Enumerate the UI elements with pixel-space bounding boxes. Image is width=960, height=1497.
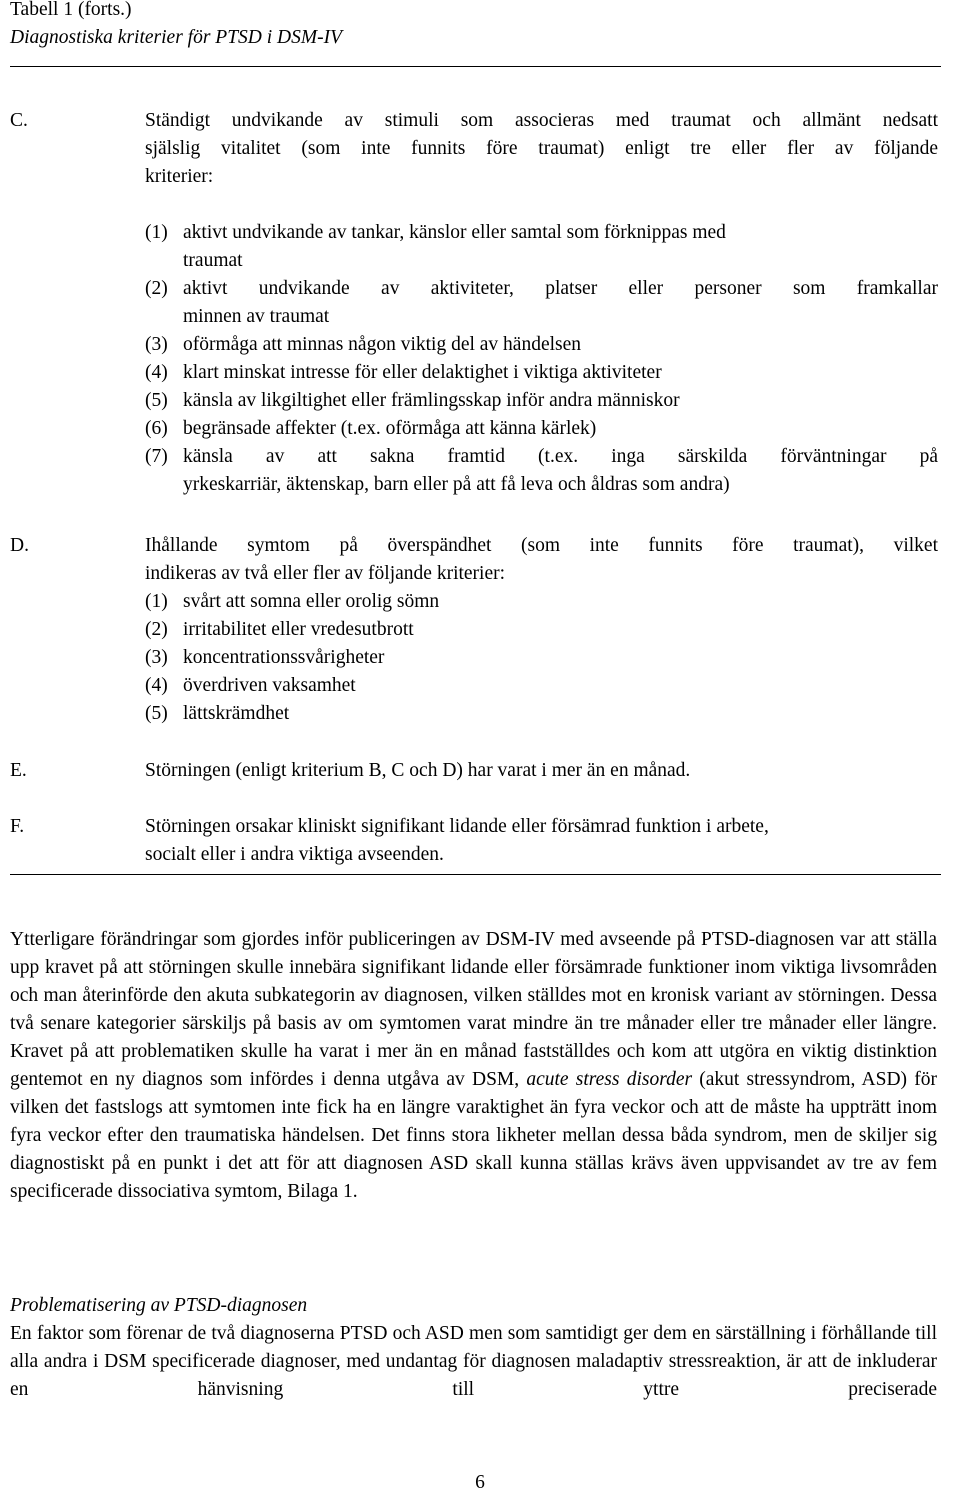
criterion-d-intro-line: Ihållande symtom på överspändhet (som inte funnits före traumat), vilket: [145, 535, 938, 556]
item-number: (1): [145, 222, 168, 243]
criterion-c-item-3: [145, 331, 581, 359]
criterion-c-intro-line: själslig vitalitet (som inte funnits före traumat) enligt tre eller fler av följande: [145, 138, 938, 159]
criterion-c-letter: C.: [10, 110, 28, 131]
criterion-c-item-6: [145, 415, 596, 443]
table-label: Tabell 1 (forts.): [10, 0, 132, 20]
paragraph-text: Ytterligare förändringar som gjordes inför publiceringen av DSM-IV med avseende på PTSD-diagnosen var att ställa upp kravet på att störningen skulle innebära signifikant lidande eller försämrade funktioner inom viktiga livsområden och man återinförde den akuta subkategorin av diagnosen, vilken ställdes mot en kronisk variant av störningen. Dessa två senare kategorier särskiljs på basis av om symtomen varat mindre än tre månader eller tre månader eller längre. Kravet på att problematiken skulle ha varat i mer än en månad fastställdes och kom att utgöra en viktig distinktion gentemot en ny diagnos som infördes i denna utgåva av DSM,: [10, 929, 937, 1090]
item-number: (4): [145, 362, 168, 383]
item-text-continued: traumat: [183, 250, 243, 271]
criterion-c-intro-line: Ständigt undvikande av stimuli som associeras med traumat och allmänt nedsatt: [145, 110, 938, 131]
table-bottom-rule: [10, 874, 941, 875]
criterion-d-item-2: [145, 616, 414, 644]
body-paragraph: [10, 926, 937, 1206]
criterion-d-letter: D.: [10, 535, 29, 556]
item-text: klart minskat intresse för eller delaktighet i viktiga aktiviteter: [183, 362, 662, 383]
item-text: aktivt undvikande av tankar, känslor eller samtal som förknippas med: [183, 222, 726, 243]
criterion-d-item-5: [145, 700, 289, 728]
section-heading: Problematisering av PTSD-diagnosen: [10, 1295, 308, 1316]
criterion-c-item-7: [145, 443, 938, 471]
item-text: aktivt undvikande av aktiviteter, platser eller personer som framkallar: [183, 278, 938, 299]
item-text: oförmåga att minnas någon viktig del av händelsen: [183, 334, 582, 355]
criterion-d-item-1: [145, 588, 439, 616]
item-text: känsla av att sakna framtid (t.ex. inga särskilda förväntningar på: [183, 446, 938, 467]
page-number: 6: [475, 1472, 485, 1493]
criterion-d-intro-line: indikeras av två eller fler av följande kriterier:: [145, 563, 506, 584]
criterion-f-letter: F.: [10, 816, 25, 837]
item-text-continued: minnen av traumat: [183, 306, 330, 327]
item-text: överdriven vaksamhet: [183, 675, 356, 696]
criterion-c-item-1: [145, 219, 726, 247]
criterion-c-intro-line: kriterier:: [145, 166, 214, 187]
criterion-e-text: Störningen (enligt kriterium B, C och D) har varat i mer än en månad.: [145, 760, 691, 781]
table-title: Diagnostiska kriterier för PTSD i DSM-IV: [10, 27, 343, 48]
criterion-c-item-2: [145, 275, 938, 303]
item-number: (7): [145, 446, 168, 467]
criterion-f-line: Störningen orsakar kliniskt signifikant lidande eller försämrad funktion i arbete,: [145, 816, 769, 837]
body-paragraph: En faktor som förenar de två diagnoserna PTSD och ASD men som samtidigt ger dem en särställning i förhållande till alla andra i DSM specificerade diagnoser, med undantag för diagnosen maladaptiv stressreaktion, är att de inkluderar en hänvisning till yttre preciserade: [10, 1323, 937, 1400]
criterion-d-item-4: [145, 672, 356, 700]
term-italic: acute stress disorder: [526, 1069, 693, 1090]
criterion-e-letter: E.: [10, 760, 27, 781]
item-number: (4): [145, 675, 168, 696]
item-number: (5): [145, 703, 168, 724]
item-number: (6): [145, 418, 168, 439]
item-text: känsla av likgiltighet eller främlingsskap inför andra människor: [183, 390, 680, 411]
criterion-d-item-3: [145, 644, 384, 672]
item-number: (3): [145, 647, 168, 668]
criterion-c-item-5: [145, 387, 680, 415]
item-text: irritabilitet eller vredesutbrott: [183, 619, 414, 640]
item-number: (2): [145, 278, 168, 299]
criterion-c-item-4: [145, 359, 662, 387]
item-text: lättskrämdhet: [183, 703, 290, 724]
criterion-f-line: socialt eller i andra viktiga avseenden.: [145, 844, 444, 865]
paragraph-text: (akut stressyndrom, ASD) för vilken det fastslogs att symtomen inte fick ha en längre varaktighet än fyra veckor och att de måste ha uppträtt inom fyra veckor efter den traumatiska händelsen. Det finns stora likheter mellan dessa båda syndrom, men de skiljer sig diagnostiskt på en punkt i det att för att diagnosen ASD skall kunna ställas krävs även uppvisandet av tre av fem specificerade dissociativa symtom, Bilaga 1.: [10, 1069, 937, 1202]
item-number: (5): [145, 390, 168, 411]
item-text-continued: yrkeskarriär, äktenskap, barn eller på att få leva och åldras som andra): [183, 474, 730, 495]
item-number: (1): [145, 591, 168, 612]
table-top-rule: [10, 66, 941, 67]
item-text: svårt att somna eller orolig sömn: [183, 591, 440, 612]
item-text: begränsade affekter (t.ex. oförmåga att känna kärlek): [183, 418, 597, 439]
item-text: koncentrationssvårigheter: [183, 647, 385, 668]
item-number: (3): [145, 334, 168, 355]
item-number: (2): [145, 619, 168, 640]
